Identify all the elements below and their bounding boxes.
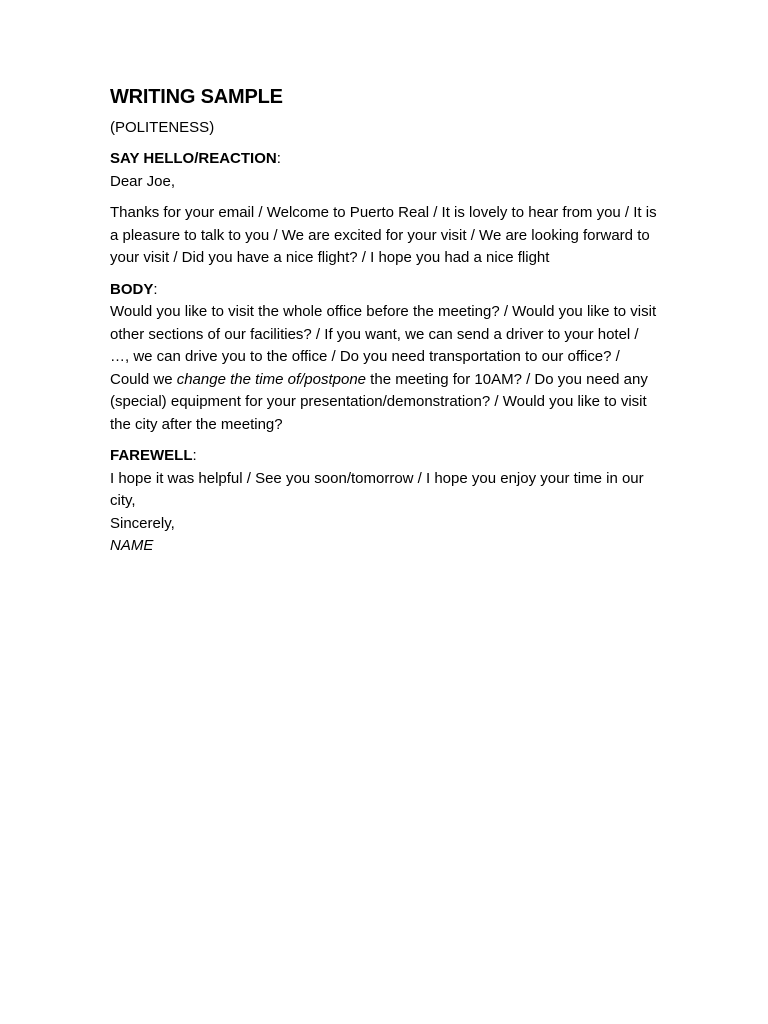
greeting-line: Dear Joe,: [110, 172, 176, 190]
document-title: WRITING SAMPLE: [110, 86, 283, 108]
farewell-label: FAREWELL: [110, 447, 193, 464]
body-label-suffix: :: [153, 280, 158, 298]
body-text-end: the meeting for 10AM? / Do you need any (special) equipment for your presentation/demonstration? / Would you like to visit the city after the meeting?: [110, 370, 648, 433]
farewell-label-suffix: :: [192, 447, 197, 464]
farewell-paragraph: I hope it was helpful / See you soon/tomorrow / I hope you enjoy your time in our city,: [110, 469, 644, 509]
hello-section: [110, 148, 658, 193]
closing-line: Sincerely,: [110, 514, 175, 532]
farewell-section: [110, 445, 658, 558]
body-label: BODY: [110, 280, 154, 298]
body-italic-text: change the time of/postpone: [176, 370, 367, 388]
hello-paragraph: Thanks for your email / Welcome to Puerto Real / It is lovely to hear from you / It is a pleasure to talk to you / We are excited for your visit / We are looking forward to your visit / Did you have a nice flight? / I hope you had a nice flight: [110, 204, 657, 266]
body-label-line: [110, 279, 658, 302]
body-text-start: Would you like to visit the whole office before the meeting? / Would you like to visit other sections of our facilities? / If you want, we can send a driver to your hotel / …, we can drive you to the office / Do you need transportation to our office? / Could we: [110, 303, 657, 388]
body-paragraph: [110, 301, 658, 436]
hello-label-suffix: :: [276, 150, 281, 167]
hello-label: SAY HELLO/REACTION: [110, 150, 277, 167]
hello-label-line: [110, 148, 658, 171]
document-subtitle: (POLITENESS): [110, 119, 215, 136]
farewell-label-line: [110, 445, 658, 468]
body-section: [110, 279, 658, 437]
signature-name: NAME: [110, 537, 154, 554]
